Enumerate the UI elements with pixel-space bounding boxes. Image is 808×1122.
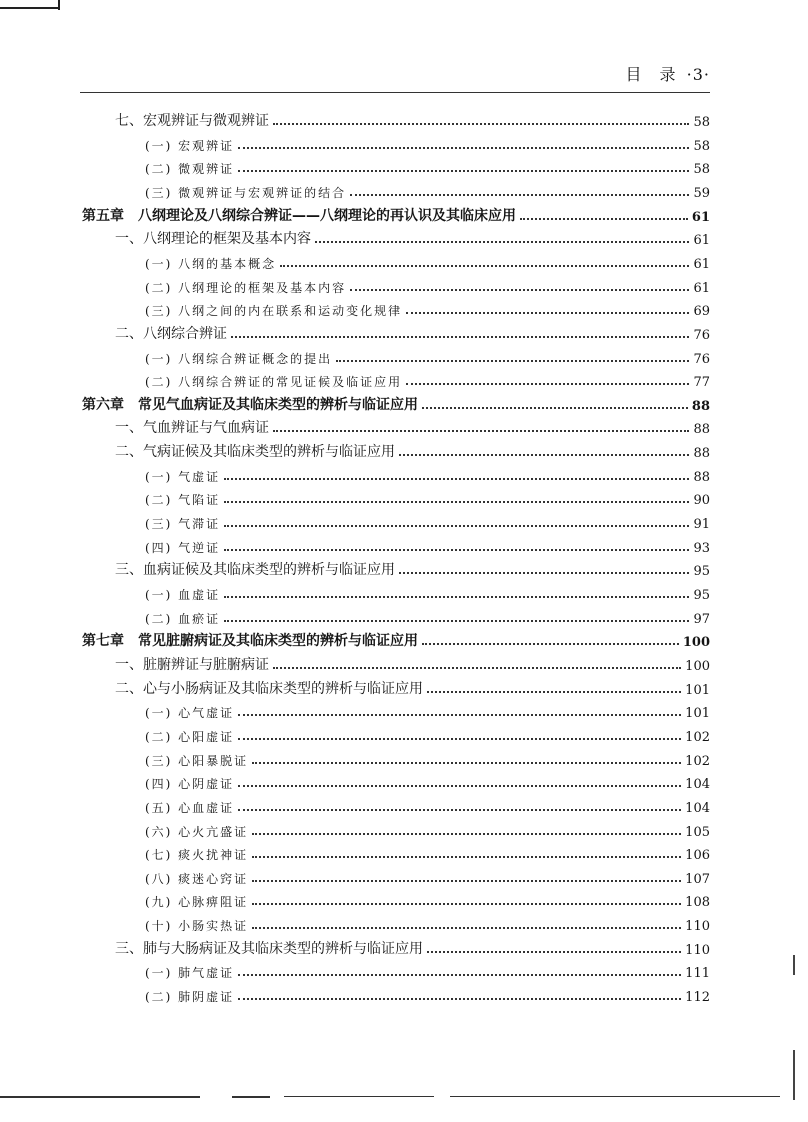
- toc-entry-text: 一、脏腑辨证与脏腑病证: [115, 656, 269, 673]
- toc-entry-title: [82, 205, 516, 225]
- toc-entry-title: [145, 137, 234, 154]
- toc-page-number: 88: [693, 469, 710, 485]
- toc-page-number: 61: [693, 233, 710, 249]
- toc-subsection-entry[interactable]: [145, 272, 710, 296]
- toc-page-number: 88: [691, 398, 710, 414]
- scan-bottom-line: [450, 1096, 780, 1097]
- toc-entry-text: (一) 心气虚证: [145, 706, 235, 721]
- toc-entry-title: [82, 630, 418, 650]
- dot-leader: [252, 831, 681, 835]
- running-header: [560, 62, 710, 88]
- dot-leader: [427, 689, 681, 693]
- toc-subsection-entry[interactable]: [145, 886, 710, 910]
- toc-page-number: 107: [685, 871, 710, 887]
- toc-entry-title: [145, 279, 346, 296]
- toc-page-number: 106: [685, 848, 710, 864]
- toc-subsection-entry[interactable]: [145, 697, 710, 721]
- dot-leader: [238, 736, 681, 740]
- toc-subsection-entry[interactable]: [145, 839, 710, 863]
- toc-entry-title: [145, 586, 220, 603]
- scan-edge-line: [0, 7, 60, 9]
- toc-entry-text: 一、八纲理论的框架及基本内容: [115, 231, 311, 248]
- toc-page-number: 88: [693, 446, 710, 462]
- toc-entry-title: [145, 302, 402, 319]
- dot-leader: [315, 239, 689, 243]
- toc-entry-title: [115, 678, 423, 698]
- toc-entry-text: (二) 血瘀证: [145, 611, 221, 626]
- toc-entry-title: [115, 417, 269, 437]
- header-rule: [80, 92, 710, 93]
- toc-page-number: 58: [693, 115, 710, 130]
- toc-entry-text: 常见气血病证及其临床类型的辨析与临证应用: [138, 396, 418, 413]
- toc-page-number: 76: [693, 327, 710, 343]
- dot-leader: [238, 807, 681, 811]
- dot-leader: [422, 641, 679, 645]
- dot-leader: [238, 168, 689, 172]
- dot-leader: [273, 428, 689, 432]
- toc-page-number: 102: [685, 753, 710, 769]
- toc-subsection-entry[interactable]: [145, 295, 710, 319]
- dot-leader: [238, 996, 681, 1000]
- chapter-number: 第五章: [82, 207, 124, 224]
- toc-entry-text: (一) 气虚证: [145, 469, 221, 484]
- toc-page-number: 61: [691, 209, 710, 225]
- dot-leader: [406, 381, 689, 385]
- toc-section-entry[interactable]: [115, 106, 710, 130]
- toc-subsection-entry[interactable]: [145, 981, 710, 1005]
- toc-entry-title: [145, 775, 234, 792]
- dot-leader: [399, 452, 689, 456]
- toc-entry-text: (二) 八纲理论的框架及基本内容: [145, 280, 347, 295]
- toc-chapter-entry[interactable]: [82, 626, 710, 650]
- toc-chapter-entry[interactable]: [82, 390, 710, 414]
- toc-page-number: 110: [685, 919, 710, 935]
- toc-page-number: 111: [685, 966, 710, 982]
- toc-entry-text: (一) 肺气虚证: [145, 966, 235, 981]
- toc-page-number: 108: [685, 895, 710, 911]
- toc-entry-text: (八) 痰迷心窍证: [145, 871, 249, 886]
- dot-leader: [336, 358, 689, 362]
- toc-page-number: 110: [685, 942, 710, 958]
- toc-page-number: 58: [693, 162, 710, 178]
- toc-section-entry[interactable]: [115, 674, 710, 698]
- dot-leader: [406, 310, 689, 314]
- chapter-number: 第七章: [82, 633, 124, 650]
- toc-section-entry[interactable]: [115, 319, 710, 343]
- toc-subsection-entry[interactable]: [145, 910, 710, 934]
- toc-entry-text: (二) 微观辨证: [145, 162, 235, 177]
- toc-entry-title: [145, 373, 402, 390]
- toc-page-number: 105: [685, 824, 710, 840]
- toc-entry-text: 八纲理论及八纲综合辨证——八纲理论的再认识及其临床应用: [138, 207, 516, 224]
- dot-leader: [252, 854, 681, 858]
- dot-leader: [399, 570, 689, 574]
- dot-leader: [280, 263, 689, 267]
- toc-entry-text: 一、气血辨证与气血病证: [115, 420, 269, 437]
- toc-subsection-entry[interactable]: [145, 153, 710, 177]
- dot-leader: [350, 287, 689, 291]
- toc-entry-text: (六) 心火亢盛证: [145, 824, 249, 839]
- toc-entry-text: (三) 心阳暴脱证: [145, 753, 249, 768]
- toc-entry-title: [145, 799, 234, 816]
- toc-page-number: 61: [693, 256, 710, 272]
- scan-bottom-line: [232, 1096, 270, 1098]
- toc-section-entry[interactable]: [115, 437, 710, 461]
- dot-leader: [273, 665, 681, 669]
- toc-entry-text: (三) 八纲之间的内在联系和运动变化规律: [145, 304, 403, 319]
- toc-subsection-entry[interactable]: [145, 532, 710, 556]
- toc-entry-title: [145, 870, 248, 887]
- toc-entry-text: (七) 痰火扰神证: [145, 848, 249, 863]
- toc-entry-text: (五) 心血虚证: [145, 800, 235, 815]
- toc-entry-title: [145, 988, 234, 1005]
- toc-entry-text: 常见脏腑病证及其临床类型的辨析与临证应用: [138, 633, 418, 650]
- toc-page-number: 104: [685, 777, 710, 793]
- toc-subsection-entry[interactable]: [145, 603, 710, 627]
- toc-entry-title: [145, 350, 332, 367]
- toc-section-entry[interactable]: [115, 413, 710, 437]
- toc-entry-text: (三) 气滞证: [145, 517, 221, 532]
- toc-page-number: 90: [693, 493, 710, 509]
- toc-subsection-entry[interactable]: [145, 484, 710, 508]
- toc-page-number: 100: [685, 658, 710, 674]
- toc-entry-title: [115, 654, 269, 674]
- dot-leader: [224, 499, 689, 503]
- dot-leader: [224, 618, 689, 622]
- toc-entry-title: [145, 846, 248, 863]
- toc-section-entry[interactable]: [115, 224, 710, 248]
- toc-page-number: 95: [693, 588, 710, 603]
- toc-page-number: 112: [685, 990, 710, 1006]
- toc-page-number: 97: [693, 611, 710, 627]
- dot-leader: [231, 334, 689, 338]
- toc-entry-title: [115, 110, 269, 130]
- toc-page-number: 59: [693, 185, 710, 201]
- toc-entry-title: [145, 964, 234, 981]
- toc-entry-text: 七、宏观辨证与微观辨证: [115, 113, 269, 129]
- toc-entry-text: (二) 气陷证: [145, 493, 221, 508]
- toc-entry-text: (二) 肺阴虚证: [145, 990, 235, 1005]
- toc-entry-title: [145, 704, 234, 721]
- toc-page-number: 102: [685, 729, 710, 745]
- toc-entry-text: (一) 八纲综合辨证概念的提出: [145, 351, 333, 366]
- toc-entry-title: [145, 255, 276, 272]
- toc-page-number: 101: [685, 682, 710, 698]
- toc-entry-title: [145, 160, 234, 177]
- scan-edge-tick: [58, 0, 60, 10]
- dot-leader: [224, 523, 689, 527]
- toc-page-number: 69: [693, 304, 710, 320]
- dot-leader: [224, 476, 689, 480]
- dot-leader: [252, 878, 681, 882]
- toc-subsection-entry[interactable]: [145, 177, 710, 201]
- scan-side-mark: [793, 1050, 795, 1100]
- chapter-number: 第六章: [82, 396, 124, 413]
- toc-section-entry[interactable]: [115, 650, 710, 674]
- dot-leader: [520, 216, 688, 220]
- toc-entry-title: [115, 228, 311, 248]
- toc-entry-text: 二、八纲综合辨证: [115, 325, 227, 342]
- dot-leader: [238, 712, 681, 716]
- dot-leader: [224, 547, 689, 551]
- toc-entry-title: [145, 917, 248, 934]
- dot-leader: [238, 783, 681, 787]
- toc-entry-text: (二) 心阳虚证: [145, 729, 235, 744]
- toc-chapter-entry[interactable]: [82, 201, 710, 225]
- toc-page-number: 93: [693, 540, 710, 556]
- toc-entry-title: [145, 184, 346, 201]
- toc-entry-title: [145, 893, 248, 910]
- dot-leader: [252, 901, 681, 905]
- toc-entry-text: 二、心与小肠病证及其临床类型的辨析与临证应用: [115, 680, 423, 697]
- toc-entry-title: [115, 441, 395, 461]
- toc-entry-title: [82, 394, 418, 414]
- toc-section-entry[interactable]: [115, 555, 710, 579]
- toc-subsection-entry[interactable]: [145, 343, 710, 367]
- toc-page-number: 100: [682, 635, 710, 651]
- scan-bottom-line: [284, 1096, 434, 1097]
- toc-entry-title: [145, 539, 220, 556]
- toc-entry-title: [115, 938, 423, 958]
- toc-page-number: 76: [693, 351, 710, 367]
- toc-page-number: 95: [693, 564, 710, 580]
- toc-subsection-entry[interactable]: [145, 792, 710, 816]
- dot-leader: [273, 121, 689, 125]
- toc-entry-text: 三、肺与大肠病证及其临床类型的辨析与临证应用: [115, 940, 423, 957]
- dot-leader: [252, 925, 681, 929]
- toc-entry-title: [145, 491, 220, 508]
- scan-side-mark: [793, 955, 795, 975]
- toc-subsection-entry[interactable]: [145, 508, 710, 532]
- toc-entry-title: [145, 610, 220, 627]
- dot-leader: [238, 145, 689, 149]
- toc-subsection-entry[interactable]: [145, 745, 710, 769]
- toc-entry-text: (二) 八纲综合辨证的常见证候及临证应用: [145, 375, 403, 390]
- dot-leader: [427, 949, 681, 953]
- scan-bottom-line: [0, 1096, 200, 1098]
- toc-subsection-entry[interactable]: [145, 130, 710, 154]
- toc-entry-text: (十) 小肠实热证: [145, 919, 249, 934]
- toc-page-number: 101: [685, 706, 710, 722]
- toc-page-number: 88: [693, 422, 710, 438]
- dot-leader: [224, 594, 689, 598]
- toc-page-number: 91: [693, 517, 710, 533]
- dot-leader: [422, 405, 688, 409]
- toc-entry-text: (一) 宏观辨证: [145, 138, 235, 153]
- toc-entry-text: (四) 气逆证: [145, 540, 221, 555]
- dot-leader: [252, 760, 681, 764]
- toc-entry-text: (一) 血虚证: [145, 588, 221, 602]
- toc-subsection-entry[interactable]: [145, 816, 710, 840]
- toc-page-number: 61: [693, 280, 710, 296]
- dot-leader: [350, 192, 689, 196]
- toc-entry-title: [145, 468, 220, 485]
- toc-entry-title: [115, 559, 395, 579]
- toc-entry-title: [145, 515, 220, 532]
- toc-entry-text: (九) 心脉痹阻证: [145, 895, 249, 910]
- toc-page-number: 58: [693, 138, 710, 154]
- header-page-number: ·3·: [686, 65, 710, 84]
- toc-subsection-entry[interactable]: [145, 863, 710, 887]
- toc-entry-title: [115, 323, 227, 343]
- dot-leader: [238, 972, 681, 976]
- toc-subsection-entry[interactable]: [145, 366, 710, 390]
- toc-entry-title: [145, 728, 234, 745]
- toc-subsection-entry[interactable]: [145, 957, 710, 981]
- toc-entry-text: 二、气病证候及其临床类型的辨析与临证应用: [115, 444, 395, 461]
- toc-entry-text: (四) 心阴虚证: [145, 777, 235, 792]
- toc-page-number: 77: [693, 375, 710, 391]
- toc-entry-title: [145, 752, 248, 769]
- toc-entry-text: (一) 八纲的基本概念: [145, 256, 277, 271]
- toc-entry-text: (三) 微观辨证与宏观辨证的结合: [145, 185, 347, 200]
- header-section-title: 目 录: [625, 65, 677, 84]
- toc-subsection-entry[interactable]: [145, 579, 710, 603]
- toc-subsection-entry[interactable]: [145, 461, 710, 485]
- toc-entry-title: [145, 823, 248, 840]
- toc-entry-text: 三、血病证候及其临床类型的辨析与临证应用: [115, 562, 395, 579]
- toc-subsection-entry[interactable]: [145, 768, 710, 792]
- toc-page-number: 104: [685, 800, 710, 816]
- toc-subsection-entry[interactable]: [145, 721, 710, 745]
- toc-section-entry[interactable]: [115, 934, 710, 958]
- toc-subsection-entry[interactable]: [145, 248, 710, 272]
